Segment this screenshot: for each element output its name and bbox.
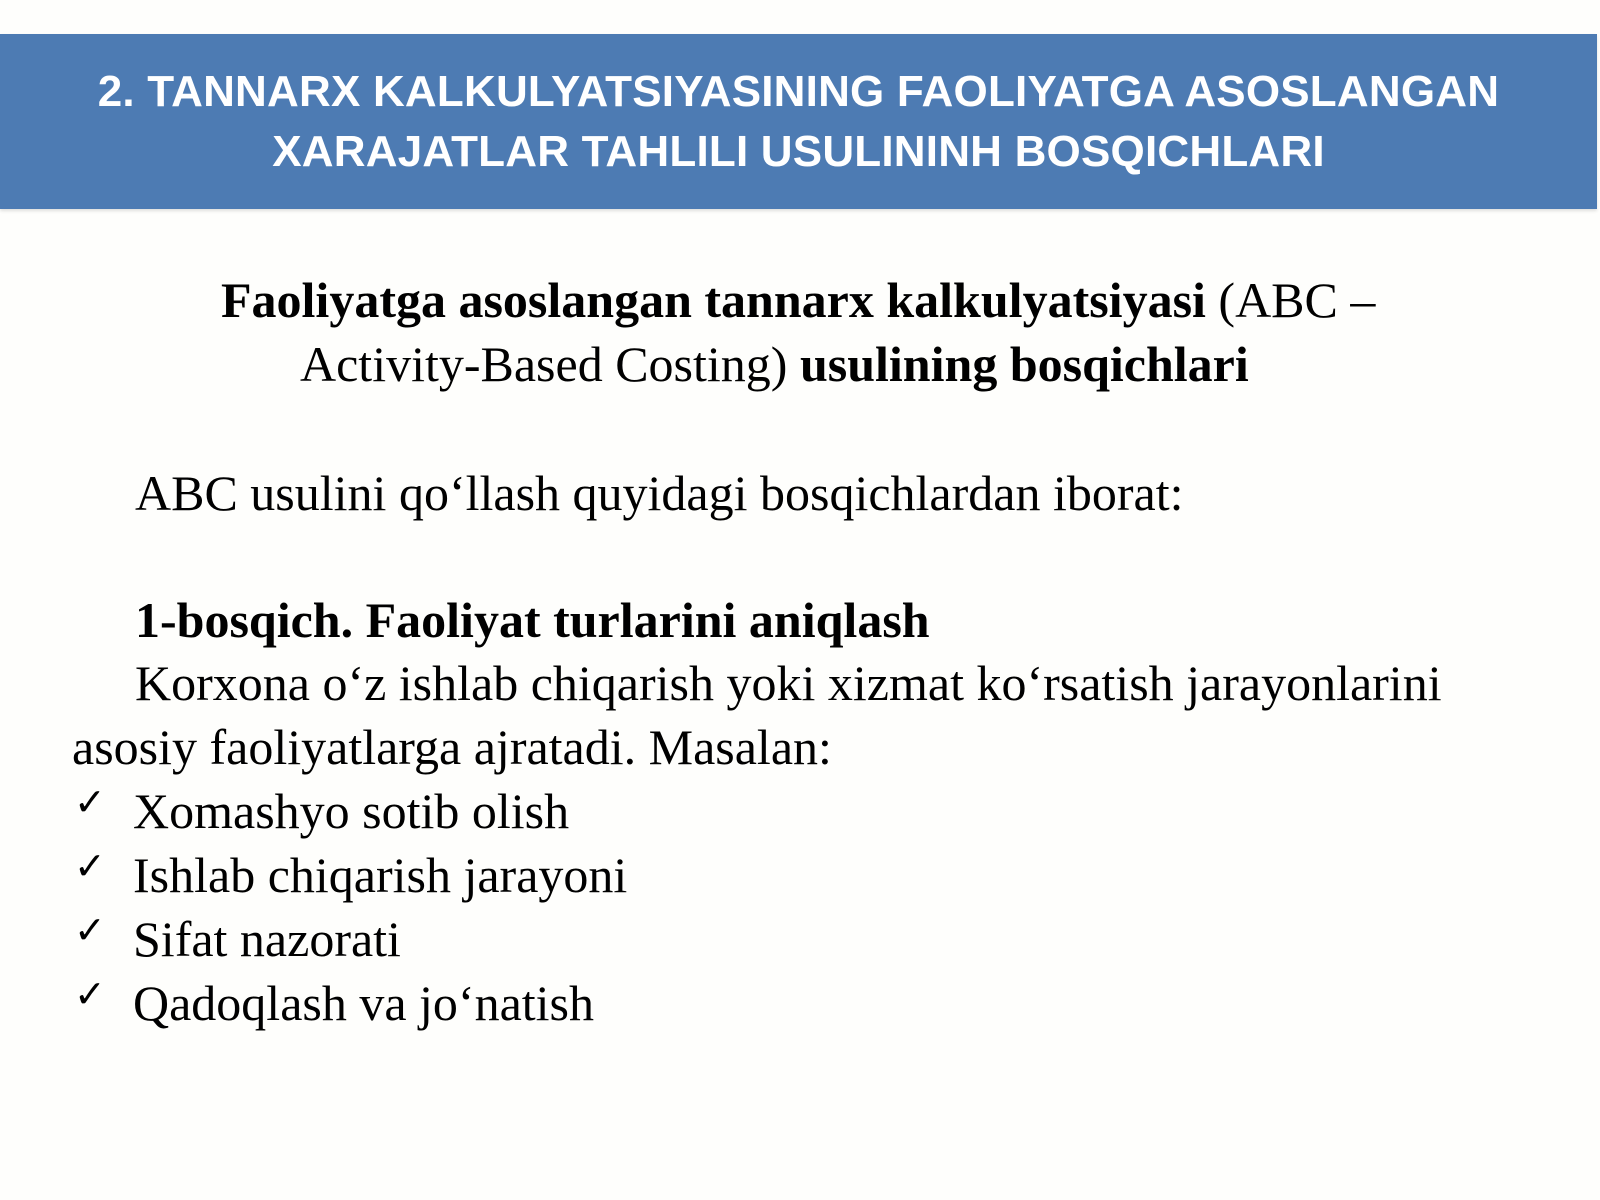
step-1-text-line-2: asosiy faoliyatlarga ajratadi. Masalan: xyxy=(72,719,832,775)
list-item: Sifat nazorati xyxy=(133,911,401,967)
heading-bold-suffix: usulining bosqichlari xyxy=(799,336,1249,392)
heading-bold-text: Faoliyatga asoslangan tannarx kalkulyatsiyasi xyxy=(221,272,1206,328)
step-1-text-line-1: Korxona o‘z ishlab chiqarish yoki xizmat ko‘rsatish jarayonlarini xyxy=(135,655,1442,711)
slide-title-line-1: 2. TANNARX KALKULYATSIYASINING FAOLIYATGA ASOSLANGAN xyxy=(97,66,1500,116)
title-bar xyxy=(0,34,1597,209)
heading-line-2 xyxy=(300,332,1249,396)
list-item: Ishlab chiqarish jarayoni xyxy=(133,847,628,903)
slide-title-line-2: XARAJATLAR TAHLILI USULININH BOSQICHLARI xyxy=(272,126,1325,176)
check-icon: ✓ xyxy=(74,972,106,1016)
check-icon: ✓ xyxy=(74,780,106,824)
check-icon: ✓ xyxy=(74,908,106,952)
check-icon: ✓ xyxy=(74,844,106,888)
heading-abbrev-expansion: Activity-Based Costing) xyxy=(300,336,800,392)
heading-line-1 xyxy=(221,268,1375,332)
heading-abbrev-open: (ABC – xyxy=(1205,272,1376,328)
list-item: Qadoqlash va jo‘natish xyxy=(133,975,595,1031)
intro-text: ABC usulini qo‘llash quyidagi bosqichlardan iborat: xyxy=(135,465,1184,521)
list-item: Xomashyo sotib olish xyxy=(133,783,570,839)
step-1-title: 1-bosqich. Faoliyat turlarini aniqlash xyxy=(135,592,930,648)
